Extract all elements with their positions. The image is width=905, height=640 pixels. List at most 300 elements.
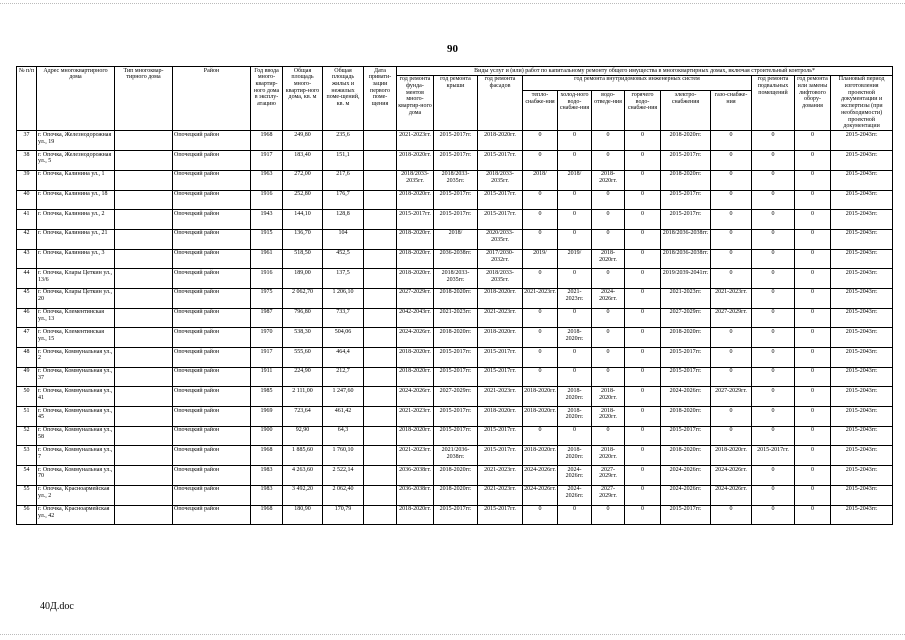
cell-type xyxy=(115,387,173,407)
cell-hot-water: 0 xyxy=(625,328,661,348)
cell-heat: 2018-2020гг. xyxy=(523,387,558,407)
table-row xyxy=(17,407,893,427)
cell-heat: 0 xyxy=(523,348,558,368)
cell-roof: 2015-2017гг. xyxy=(434,367,478,387)
cell-cold-water: 0 xyxy=(558,348,592,368)
cell-num: 49 xyxy=(17,367,37,387)
cell-gas: 2024-2026гг. xyxy=(711,466,752,486)
cell-year: 1900 xyxy=(251,426,283,446)
cell-area-living: 137,5 xyxy=(323,269,364,289)
cell-gas: 0 xyxy=(711,170,752,190)
cell-elevator: 0 xyxy=(795,505,831,525)
table-row xyxy=(17,505,893,525)
cell-basement: 0 xyxy=(752,131,795,151)
cell-address: г. Опочка, Железнодорожная ул., 5 xyxy=(37,151,115,171)
cell-elevator: 0 xyxy=(795,328,831,348)
cell-privatization-date xyxy=(364,466,397,486)
cell-electric: 2018-2020гг. xyxy=(661,328,711,348)
cell-planned: 2015-2043гг. xyxy=(831,387,893,407)
cell-electric: 2024-2026гг. xyxy=(661,466,711,486)
cell-cold-water: 0 xyxy=(558,229,592,249)
table-row xyxy=(17,190,893,210)
cell-privatization-date xyxy=(364,131,397,151)
header-type: Тип многоквар-тирного дома xyxy=(115,67,173,131)
cell-hot-water: 0 xyxy=(625,387,661,407)
cell-cold-water: 0 xyxy=(558,269,592,289)
cell-cold-water: 0 xyxy=(558,426,592,446)
cell-year: 1975 xyxy=(251,288,283,308)
cell-num: 38 xyxy=(17,151,37,171)
header-planned: Плановый период изготовления проектной документации и экспертизы (при необходимости) проектной документации xyxy=(831,75,893,131)
cell-elevator: 0 xyxy=(795,210,831,230)
cell-elevator: 0 xyxy=(795,288,831,308)
cell-area-total: 538,30 xyxy=(283,328,323,348)
cell-roof: 2027-2029гг. xyxy=(434,387,478,407)
cell-type xyxy=(115,505,173,525)
cell-basement: 0 xyxy=(752,387,795,407)
cell-num: 41 xyxy=(17,210,37,230)
cell-num: 46 xyxy=(17,308,37,328)
cell-type xyxy=(115,348,173,368)
cell-planned: 2015-2043гг. xyxy=(831,505,893,525)
cell-heat: 2021-2023гг. xyxy=(523,288,558,308)
cell-year: 1968 xyxy=(251,505,283,525)
cell-heat: 0 xyxy=(523,505,558,525)
cell-area-total: 3 492,20 xyxy=(283,485,323,505)
cell-privatization-date xyxy=(364,151,397,171)
cell-sewer: 2027-2029гг. xyxy=(592,485,625,505)
cell-year: 1961 xyxy=(251,249,283,269)
cell-electric: 2021-2023гг. xyxy=(661,288,711,308)
cell-sewer: 0 xyxy=(592,151,625,171)
cell-area-total: 723,64 xyxy=(283,407,323,427)
cell-gas: 2027-2029гг. xyxy=(711,308,752,328)
cell-hot-water: 0 xyxy=(625,485,661,505)
cell-sewer: 0 xyxy=(592,308,625,328)
cell-year: 1917 xyxy=(251,151,283,171)
cell-foundation: 2036-2038гг. xyxy=(397,466,434,486)
cell-facade: 2018/2033-2035гг. xyxy=(478,170,523,190)
cell-hot-water: 0 xyxy=(625,170,661,190)
header-elevator: год ремонта или замены лифтового обору-дования xyxy=(795,75,831,131)
cell-heat: 2019/ xyxy=(523,249,558,269)
cell-electric: 2015-2017гг. xyxy=(661,348,711,368)
cell-facade: 2018-2020гг. xyxy=(478,288,523,308)
cell-type xyxy=(115,170,173,190)
cell-address: г. Опочка, Клары Цеткин ул., 20 xyxy=(37,288,115,308)
cell-facade: 2020/2033-2035гг. xyxy=(478,229,523,249)
cell-gas: 0 xyxy=(711,190,752,210)
cell-foundation: 2018-2020гг. xyxy=(397,151,434,171)
cell-area-total: 518,50 xyxy=(283,249,323,269)
cell-sewer: 0 xyxy=(592,348,625,368)
cell-sewer: 0 xyxy=(592,269,625,289)
cell-cold-water: 0 xyxy=(558,131,592,151)
cell-basement: 0 xyxy=(752,407,795,427)
cell-sewer: 2018-2020гг. xyxy=(592,387,625,407)
cell-hot-water: 0 xyxy=(625,249,661,269)
cell-year: 1916 xyxy=(251,269,283,289)
cell-hot-water: 0 xyxy=(625,446,661,466)
header-gas: газо-снабже-ния xyxy=(711,91,752,131)
cell-cold-water: 0 xyxy=(558,190,592,210)
cell-num: 42 xyxy=(17,229,37,249)
cell-basement: 0 xyxy=(752,328,795,348)
cell-area-living: 170,79 xyxy=(323,505,364,525)
cell-roof: 2015-2017гг. xyxy=(434,505,478,525)
table-row xyxy=(17,249,893,269)
cell-type xyxy=(115,229,173,249)
table-row xyxy=(17,229,893,249)
cell-type xyxy=(115,367,173,387)
cell-elevator: 0 xyxy=(795,190,831,210)
cell-type xyxy=(115,249,173,269)
cell-address: г. Опочка, Коммунальная ул., 37 xyxy=(37,367,115,387)
cell-elevator: 0 xyxy=(795,269,831,289)
cell-heat: 0 xyxy=(523,308,558,328)
cell-type xyxy=(115,131,173,151)
cell-foundation: 2018-2020гг. xyxy=(397,269,434,289)
cell-hot-water: 0 xyxy=(625,466,661,486)
header-heat: тепло-снабже-ния xyxy=(523,91,558,131)
table-body xyxy=(17,131,893,525)
cell-area-living: 461,42 xyxy=(323,407,364,427)
cell-address: г. Опочка, Клементинская ул., 13 xyxy=(37,308,115,328)
cell-type xyxy=(115,269,173,289)
cell-facade: 2017/2030-2032гг. xyxy=(478,249,523,269)
table-row xyxy=(17,485,893,505)
table-row xyxy=(17,288,893,308)
cell-basement: 0 xyxy=(752,348,795,368)
footer-filename: 40Д.doc xyxy=(40,601,74,612)
cell-area-living: 212,7 xyxy=(323,367,364,387)
cell-district: Опочецкий район xyxy=(173,210,251,230)
cell-district: Опочецкий район xyxy=(173,466,251,486)
cell-cold-water: 0 xyxy=(558,210,592,230)
table-row xyxy=(17,269,893,289)
cell-basement: 0 xyxy=(752,269,795,289)
cell-elevator: 0 xyxy=(795,151,831,171)
cell-elevator: 0 xyxy=(795,131,831,151)
cell-roof: 2021/2036-2038гг. xyxy=(434,446,478,466)
cell-num: 45 xyxy=(17,288,37,308)
cell-facade: 2021-2023гг. xyxy=(478,466,523,486)
cell-foundation: 2024-2026гг. xyxy=(397,328,434,348)
cell-planned: 2015-2043гг. xyxy=(831,348,893,368)
cell-type xyxy=(115,210,173,230)
cell-year: 1917 xyxy=(251,348,283,368)
cell-roof: 2018/ xyxy=(434,229,478,249)
cell-elevator: 0 xyxy=(795,229,831,249)
cell-sewer: 0 xyxy=(592,505,625,525)
cell-roof: 2018-2020гг. xyxy=(434,288,478,308)
cell-cold-water: 0 xyxy=(558,505,592,525)
cell-address: г. Опочка, Клары Цеткин ул., 13/6 xyxy=(37,269,115,289)
cell-foundation: 2018/2033-2035гг. xyxy=(397,170,434,190)
cell-area-living: 464,4 xyxy=(323,348,364,368)
cell-hot-water: 0 xyxy=(625,348,661,368)
cell-planned: 2015-2043гг. xyxy=(831,328,893,348)
header-area-total: Общая площадь много-квартир-ного дома, кв. м xyxy=(283,67,323,131)
cell-electric: 2027-2029гг. xyxy=(661,308,711,328)
cell-address: г. Опочка, Калинина ул., 3 xyxy=(37,249,115,269)
header-services-group: Виды услуг и (или) работ по капитальному ремонту общего имущества в многоквартирных домах, включая строительный контроль* xyxy=(397,67,893,76)
header-foundation: год ремонта фунда-ментов много-квартир-ного дома xyxy=(397,75,434,131)
cell-basement: 0 xyxy=(752,505,795,525)
cell-district: Опочецкий район xyxy=(173,308,251,328)
cell-district: Опочецкий район xyxy=(173,190,251,210)
cell-foundation: 2021-2023гг. xyxy=(397,407,434,427)
cell-hot-water: 0 xyxy=(625,229,661,249)
cell-basement: 0 xyxy=(752,190,795,210)
cell-electric: 2015-2017гг. xyxy=(661,210,711,230)
cell-foundation: 2018-2020гг. xyxy=(397,426,434,446)
cell-area-living: 1 247,60 xyxy=(323,387,364,407)
cell-cold-water: 2019/ xyxy=(558,249,592,269)
cell-address: г. Опочка, Железнодорожная ул., 19 xyxy=(37,131,115,151)
cell-elevator: 0 xyxy=(795,367,831,387)
header-num: № п/п xyxy=(17,67,37,131)
cell-facade: 2018/2033-2035гг. xyxy=(478,269,523,289)
cell-type xyxy=(115,328,173,348)
cell-privatization-date xyxy=(364,426,397,446)
cell-num: 39 xyxy=(17,170,37,190)
cell-year: 1970 xyxy=(251,328,283,348)
cell-hot-water: 0 xyxy=(625,190,661,210)
cell-privatization-date xyxy=(364,446,397,466)
header-privatization-date: Дата привати-зации первого поме-щения xyxy=(364,67,397,131)
cell-year: 1983 xyxy=(251,485,283,505)
cell-area-living: 1 760,10 xyxy=(323,446,364,466)
table-row xyxy=(17,151,893,171)
cell-privatization-date xyxy=(364,190,397,210)
cell-area-total: 2 111,00 xyxy=(283,387,323,407)
cell-planned: 2015-2043гг. xyxy=(831,190,893,210)
cell-sewer: 2018-2020гг. xyxy=(592,407,625,427)
cell-type xyxy=(115,288,173,308)
cell-area-total: 136,70 xyxy=(283,229,323,249)
cell-facade: 2015-2017гг. xyxy=(478,505,523,525)
cell-gas: 0 xyxy=(711,249,752,269)
cell-cold-water: 2024-2026гг. xyxy=(558,485,592,505)
cell-address: г. Опочка, Коммунальная ул., 41 xyxy=(37,387,115,407)
cell-area-total: 180,90 xyxy=(283,505,323,525)
cell-area-total: 144,10 xyxy=(283,210,323,230)
cell-elevator: 0 xyxy=(795,407,831,427)
cell-cold-water: 2018-2020гг. xyxy=(558,387,592,407)
cell-hot-water: 0 xyxy=(625,269,661,289)
cell-elevator: 0 xyxy=(795,426,831,446)
cell-address: г. Опочка, Коммунальная ул., 7 xyxy=(37,446,115,466)
cell-roof: 2015-2017гг. xyxy=(434,190,478,210)
table-row xyxy=(17,328,893,348)
cell-privatization-date xyxy=(364,229,397,249)
cell-address: г. Опочка, Красноармейская ул., 42 xyxy=(37,505,115,525)
cell-num: 43 xyxy=(17,249,37,269)
cell-heat: 2024-2026гг. xyxy=(523,485,558,505)
cell-heat: 0 xyxy=(523,131,558,151)
cell-electric: 2024-2026гг. xyxy=(661,485,711,505)
cell-roof: 2015-2017гг. xyxy=(434,131,478,151)
cell-hot-water: 0 xyxy=(625,407,661,427)
cell-facade: 2015-2017гг. xyxy=(478,426,523,446)
cell-hot-water: 0 xyxy=(625,367,661,387)
cell-sewer: 2018-2020гг. xyxy=(592,170,625,190)
cell-num: 44 xyxy=(17,269,37,289)
cell-num: 54 xyxy=(17,466,37,486)
cell-elevator: 0 xyxy=(795,466,831,486)
cell-address: г. Опочка, Коммунальная ул., 70 xyxy=(37,466,115,486)
header-engineering-group: год ремонта внутридомовых инженерных систем xyxy=(523,75,752,91)
cell-address: г. Опочка, Коммунальная ул., 58 xyxy=(37,426,115,446)
cell-facade: 2021-2023гг. xyxy=(478,485,523,505)
scan-edge-bottom xyxy=(0,634,905,636)
cell-year: 1943 xyxy=(251,210,283,230)
cell-planned: 2015-2043гг. xyxy=(831,288,893,308)
cell-gas: 0 xyxy=(711,505,752,525)
cell-district: Опочецкий район xyxy=(173,446,251,466)
cell-area-living: 2 522,14 xyxy=(323,466,364,486)
cell-foundation: 2021-2023гг. xyxy=(397,131,434,151)
cell-basement: 0 xyxy=(752,367,795,387)
cell-year: 1983 xyxy=(251,466,283,486)
cell-area-living: 217,6 xyxy=(323,170,364,190)
header-address: Адрес многоквартирного дома xyxy=(37,67,115,131)
cell-num: 47 xyxy=(17,328,37,348)
cell-district: Опочецкий район xyxy=(173,131,251,151)
cell-privatization-date xyxy=(364,308,397,328)
cell-facade: 2015-2017гг. xyxy=(478,190,523,210)
cell-foundation: 2015-2017гг. xyxy=(397,210,434,230)
cell-heat: 0 xyxy=(523,229,558,249)
cell-basement: 0 xyxy=(752,426,795,446)
table-row xyxy=(17,426,893,446)
cell-facade: 2015-2017гг. xyxy=(478,210,523,230)
cell-electric: 2018/2036-2038гг. xyxy=(661,249,711,269)
header-basement: год ремонта подвальных помещений xyxy=(752,75,795,131)
cell-basement: 0 xyxy=(752,229,795,249)
cell-cold-water: 0 xyxy=(558,151,592,171)
cell-area-total: 249,80 xyxy=(283,131,323,151)
header-sewer: водо-отведе-ния xyxy=(592,91,625,131)
table-row xyxy=(17,446,893,466)
cell-type xyxy=(115,308,173,328)
cell-elevator: 0 xyxy=(795,446,831,466)
cell-heat: 0 xyxy=(523,151,558,171)
cell-planned: 2015-2043гг. xyxy=(831,249,893,269)
cell-district: Опочецкий район xyxy=(173,387,251,407)
cell-heat: 0 xyxy=(523,328,558,348)
cell-heat: 0 xyxy=(523,367,558,387)
cell-area-living: 104 xyxy=(323,229,364,249)
cell-year: 1969 xyxy=(251,407,283,427)
cell-district: Опочецкий район xyxy=(173,249,251,269)
cell-heat: 0 xyxy=(523,190,558,210)
cell-hot-water: 0 xyxy=(625,131,661,151)
cell-num: 56 xyxy=(17,505,37,525)
cell-electric: 2018-2020гг. xyxy=(661,446,711,466)
cell-address: г. Опочка, Калинина ул., 21 xyxy=(37,229,115,249)
table-row xyxy=(17,466,893,486)
cell-privatization-date xyxy=(364,288,397,308)
cell-gas: 0 xyxy=(711,269,752,289)
table-row xyxy=(17,131,893,151)
cell-sewer: 2027-2029гг. xyxy=(592,466,625,486)
cell-electric: 2015-2017гг. xyxy=(661,505,711,525)
cell-address: г. Опочка, Клементинская ул., 15 xyxy=(37,328,115,348)
cell-area-living: 2 062,40 xyxy=(323,485,364,505)
cell-gas: 2021-2023гг. xyxy=(711,288,752,308)
cell-year: 1968 xyxy=(251,446,283,466)
cell-district: Опочецкий район xyxy=(173,229,251,249)
cell-planned: 2015-2043гг. xyxy=(831,210,893,230)
cell-electric: 2024-2026гг. xyxy=(661,387,711,407)
cell-area-total: 92,90 xyxy=(283,426,323,446)
cell-address: г. Опочка, Коммунальная ул., 45 xyxy=(37,407,115,427)
cell-electric: 2015-2017гг. xyxy=(661,151,711,171)
cell-district: Опочецкий район xyxy=(173,288,251,308)
cell-privatization-date xyxy=(364,485,397,505)
cell-num: 40 xyxy=(17,190,37,210)
cell-type xyxy=(115,485,173,505)
cell-basement: 0 xyxy=(752,308,795,328)
cell-gas: 2018-2020гг. xyxy=(711,446,752,466)
cell-electric: 2015-2017гг. xyxy=(661,190,711,210)
cell-electric: 2015-2017гг. xyxy=(661,367,711,387)
cell-area-total: 189,00 xyxy=(283,269,323,289)
cell-foundation: 2021-2023гг. xyxy=(397,446,434,466)
cell-basement: 0 xyxy=(752,210,795,230)
cell-gas: 0 xyxy=(711,367,752,387)
cell-basement: 0 xyxy=(752,151,795,171)
cell-planned: 2015-2043гг. xyxy=(831,269,893,289)
cell-roof: 2018-2020гг. xyxy=(434,485,478,505)
cell-type xyxy=(115,190,173,210)
table-row xyxy=(17,170,893,190)
cell-area-total: 796,80 xyxy=(283,308,323,328)
cell-cold-water: 2021-2023гг. xyxy=(558,288,592,308)
cell-area-living: 128,8 xyxy=(323,210,364,230)
cell-heat: 0 xyxy=(523,426,558,446)
cell-elevator: 0 xyxy=(795,485,831,505)
cell-gas: 0 xyxy=(711,131,752,151)
cell-address: г. Опочка, Красноармейская ул., 2 xyxy=(37,485,115,505)
cell-hot-water: 0 xyxy=(625,151,661,171)
cell-sewer: 0 xyxy=(592,426,625,446)
cell-area-living: 504,06 xyxy=(323,328,364,348)
cell-roof: 2036-2038гг. xyxy=(434,249,478,269)
cell-gas: 0 xyxy=(711,407,752,427)
cell-num: 50 xyxy=(17,387,37,407)
cell-foundation: 2018-2020гг. xyxy=(397,190,434,210)
cell-planned: 2015-2043гг. xyxy=(831,151,893,171)
table-row xyxy=(17,348,893,368)
cell-district: Опочецкий район xyxy=(173,328,251,348)
cell-roof: 2018-2020гг. xyxy=(434,328,478,348)
cell-privatization-date xyxy=(364,210,397,230)
cell-area-total: 1 885,60 xyxy=(283,446,323,466)
cell-type xyxy=(115,151,173,171)
cell-type xyxy=(115,466,173,486)
cell-facade: 2018-2020гг. xyxy=(478,407,523,427)
cell-basement: 0 xyxy=(752,466,795,486)
cell-gas: 0 xyxy=(711,328,752,348)
cell-address: г. Опочка, Калинина ул., 1 xyxy=(37,170,115,190)
cell-basement: 0 xyxy=(752,485,795,505)
cell-cold-water: 0 xyxy=(558,367,592,387)
cell-type xyxy=(115,407,173,427)
cell-roof: 2018/2033-2035гг. xyxy=(434,170,478,190)
